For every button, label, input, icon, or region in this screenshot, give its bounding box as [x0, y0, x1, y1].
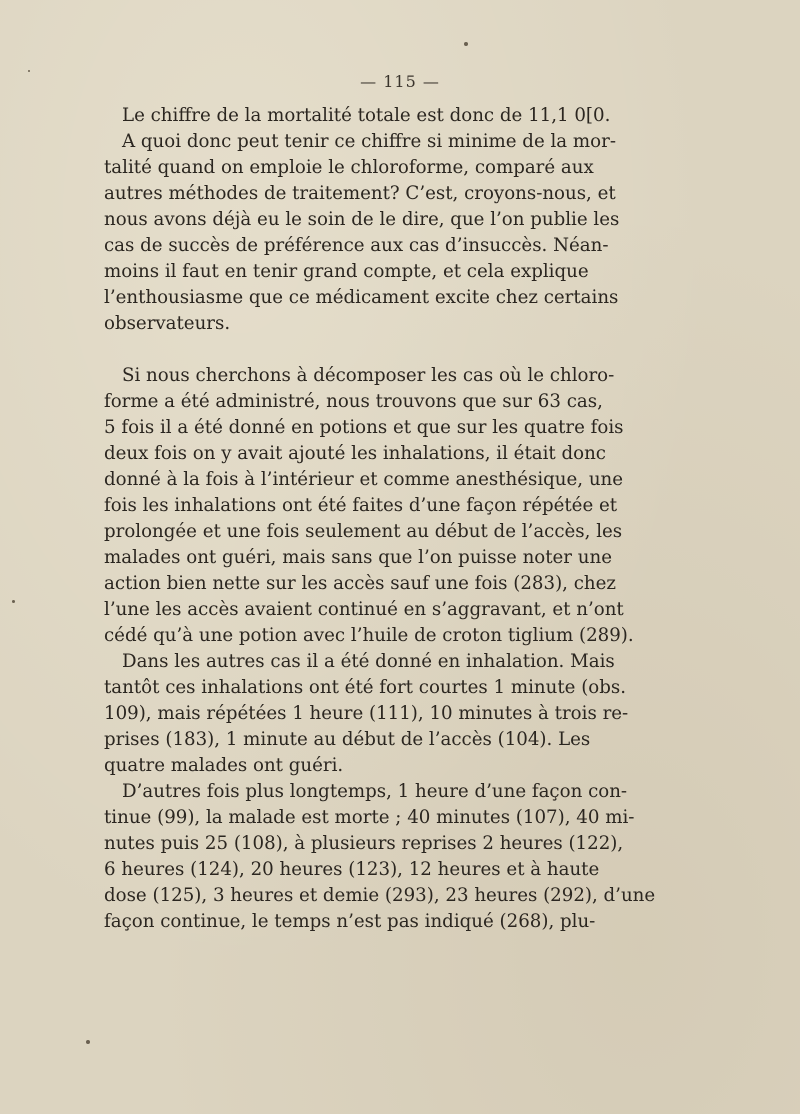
- text-line: Si nous cherchons à décomposer les cas où le chloro-: [122, 365, 615, 386]
- text-line: observateurs.: [104, 313, 231, 334]
- text-line: fois les inhalations ont été faites d’une façon répétée et: [104, 495, 618, 516]
- text-line: 6 heures (124), 20 heures (123), 12 heures et à haute: [104, 859, 600, 880]
- text-line: cas de succès de préférence aux cas d’insuccès. Néan-: [104, 235, 609, 256]
- paper-speck: [28, 70, 30, 72]
- text-line: donné à la fois à l’intérieur et comme anesthésique, une: [104, 469, 624, 490]
- text-line: quatre malades ont guéri.: [104, 755, 344, 776]
- text-line: action bien nette sur les accès sauf une fois (283), chez: [104, 573, 616, 594]
- text-line: façon continue, le temps n’est pas indiqué (268), plu-: [104, 911, 596, 932]
- text-line: nous avons déjà eu le soin de le dire, que l’on publie les: [104, 209, 620, 230]
- text-line: 5 fois il a été donné en potions et que sur les quatre fois: [104, 417, 624, 438]
- text-line: nutes puis 25 (108), à plusieurs reprises 2 heures (122),: [104, 833, 624, 854]
- text-line: cédé qu’à une potion avec l’huile de croton tiglium (289).: [104, 625, 634, 646]
- text-line: l’une les accès avaient continué en s’aggravant, et n’ont: [104, 599, 624, 620]
- paper-speck: [464, 42, 468, 46]
- text-line: deux fois on y avait ajouté les inhalations, il était donc: [104, 443, 606, 464]
- text-line: Le chiffre de la mortalité totale est donc de 11,1 0[0.: [122, 105, 611, 126]
- text-line: 109), mais répétées 1 heure (111), 10 minutes à trois re-: [104, 703, 629, 724]
- page-number: — 115 —: [360, 72, 440, 91]
- text-line: moins il faut en tenir grand compte, et cela explique: [104, 261, 589, 282]
- text-line: talité quand on emploie le chloroforme, comparé aux: [104, 157, 594, 178]
- paper-speck: [12, 600, 15, 603]
- text-line: Dans les autres cas il a été donné en inhalation. Mais: [122, 651, 615, 672]
- text-line: prises (183), 1 minute au début de l’accès (104). Les: [104, 729, 591, 750]
- text-line: malades ont guéri, mais sans que l’on puisse noter une: [104, 547, 612, 568]
- text-line: forme a été administré, nous trouvons que sur 63 cas,: [104, 391, 603, 412]
- text-line: tinue (99), la malade est morte ; 40 minutes (107), 40 mi-: [104, 807, 635, 828]
- text-line: prolongée et une fois seulement au début de l’accès, les: [104, 521, 623, 542]
- text-line: A quoi donc peut tenir ce chiffre si minime de la mor-: [122, 131, 616, 152]
- text-line: tantôt ces inhalations ont été fort courtes 1 minute (obs.: [104, 677, 626, 698]
- text-line: l’enthousiasme que ce médicament excite chez certains: [104, 287, 619, 308]
- text-line: dose (125), 3 heures et demie (293), 23 heures (292), d’une: [104, 885, 656, 906]
- text-line: D’autres fois plus longtemps, 1 heure d’une façon con-: [122, 781, 628, 802]
- paper-speck: [86, 1040, 90, 1044]
- text-line: autres méthodes de traitement? C’est, croyons-nous, et: [104, 183, 616, 204]
